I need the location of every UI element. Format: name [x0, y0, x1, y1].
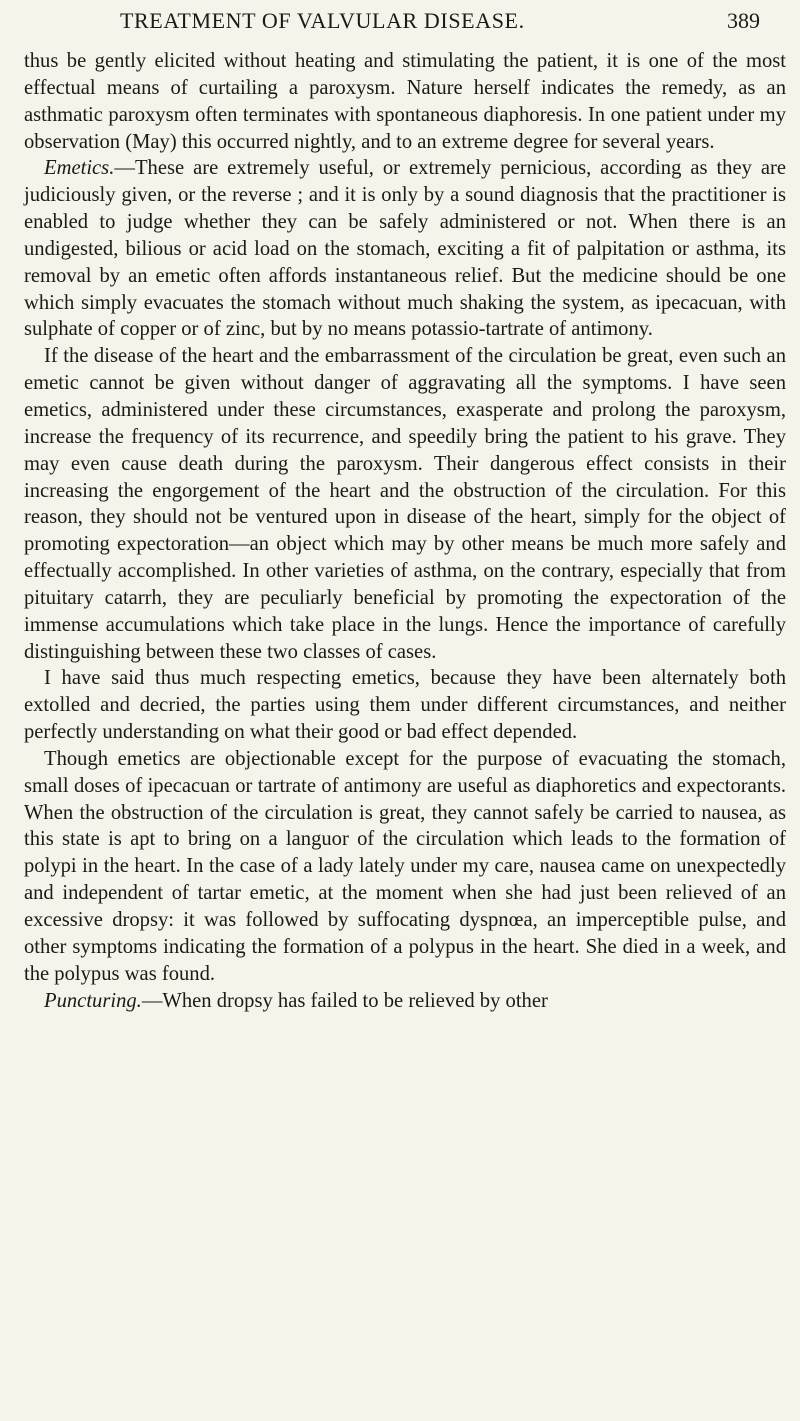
paragraph-text: —These are extremely useful, or extremely pernicious, according as they are judiciously given, or the reverse ; and it is only by a sound diagnosis that the practitioner is enabled to judge whether they can be safely administered or not. When there is an undigested, bilious or acid load on the stomach, exciting a fit of palpitation or asthma, its removal by an emetic often affords instantaneous relief. But the medicine should be one which simply evacuates the stomach without much shaking the system, as ipecacuan, with sulphate of copper or of zinc, but by no means potassio-tartrate of antimony. [24, 157, 786, 341]
body-text [24, 48, 786, 1014]
page-number: 389 [727, 8, 760, 33]
paragraph [24, 343, 786, 665]
paragraph-lead-puncturing: Puncturing. [44, 989, 142, 1012]
paragraph [24, 746, 786, 988]
paragraph-text: thus be gently elicited without heating and stimulating the patient, it is one of the most effectual means of curtailing a paroxysm. Nature herself indicates the remedy, as an asthmatic paroxysm often terminates with spontaneous diaphoresis. In one patient under my observation (May) this occurred nightly, and to an extreme degree for several years. [24, 50, 786, 153]
paragraph [24, 155, 786, 343]
running-head: TREATMENT OF VALVULAR DISEASE. [120, 8, 525, 33]
paragraph-text: If the disease of the heart and the embarrassment of the circulation be great, even such an emetic cannot be given without danger of aggravating all the symptoms. I have seen emetics, administered under these circumstances, exasperate and prolong the paroxysm, increase the frequency of its recurrence, and speedily bring the patient to his grave. They may even cause death during the paroxysm. Their dangerous effect consists in their increasing the engorgement of the heart and the obstruction of the circulation. For this reason, they should not be ventured upon in disease of the heart, simply for the object of promoting expectoration—an object which may by other means be much more safely and effectually accomplished. In other varieties of asthma, on the contrary, especially that from pituitary catarrh, they are peculiarly beneficial by promoting the expectoration of the immense accumulations which take place in the lungs. Hence the importance of carefully distinguishing between these two classes of cases. [24, 345, 786, 663]
paragraph-text: —When dropsy has failed to be relieved by other [141, 989, 548, 1012]
paragraph [24, 665, 786, 746]
paragraph-lead-emetics: Emetics. [44, 157, 115, 180]
paragraph [24, 48, 786, 155]
page-header [72, 8, 760, 44]
paragraph [24, 988, 786, 1015]
paragraph-text: Though emetics are objectionable except for the purpose of evacuating the stomach, small doses of ipecacuan or tartrate of antimony are useful as diaphoretics and expectorants. When the obstruction of the circulation is great, they cannot safely be carried to nausea, as this state is apt to bring on a languor of the circulation which leads to the formation of polypi in the heart. In the case of a lady lately under my care, nausea came on unexpectedly and independent of tartar emetic, at the moment when she had just been relieved of an excessive dropsy: it was followed by suffocating dyspnœa, an imperceptible pulse, and other symptoms indicating the formation of a polypus in the heart. She died in a week, and the polypus was found. [24, 747, 786, 985]
paragraph-text: I have said thus much respecting emetics, because they have been alternately both extolled and decried, the parties using them under different circumstances, and neither perfectly understanding on what their good or bad effect depended. [24, 667, 786, 744]
